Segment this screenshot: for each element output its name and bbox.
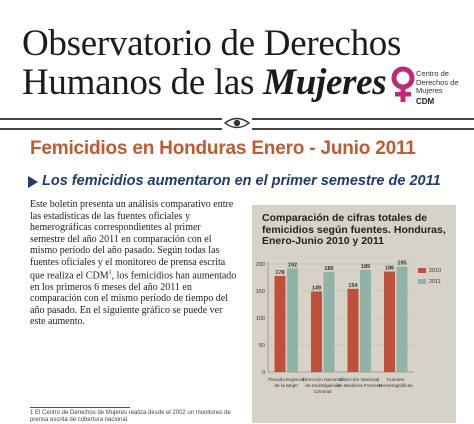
y-tick-label: 200 (255, 262, 265, 268)
data-label: 189 (360, 263, 371, 270)
category-label: Dirección Nacional (339, 378, 380, 383)
y-tick-label: 150 (255, 289, 265, 295)
category-label: Criminal (313, 390, 332, 395)
legend-label: 2010 (429, 268, 442, 274)
category-label: de la Mujer (274, 384, 299, 389)
org-name-line2: Derechos de (416, 77, 459, 87)
body-text-part2: , los femicidios han aumentado en los primeros 6 meses del año 2011 en comparación con el mismo período de tiempo del año pasado. En el siguiente gráfico se puede ver este aumento. (30, 270, 237, 328)
y-tick-label: 100 (255, 316, 265, 322)
body-paragraph (30, 199, 237, 328)
bar-2011 (397, 267, 408, 372)
arrow-right-icon (28, 176, 38, 188)
legend-label: 2011 (429, 279, 441, 285)
legend-swatch-2010 (418, 268, 426, 273)
body-text-part1: Este boletín presenta un análisis comparativo entre las estadísticas de las fuentes oficiales y hemerográficas correspondientes al primer semestre del año 2011 en comparación con el mismo período del año pasado. Según todas las fuentes oficiales y el monitoreo de prensa escrita que realiza el CDM (30, 199, 234, 282)
bar-2010 (275, 276, 286, 372)
data-label: 149 (311, 285, 322, 292)
chart-panel (252, 205, 456, 423)
data-label: 186 (384, 265, 395, 272)
footnote-rule (30, 407, 130, 408)
org-name-line3: Mujeres (416, 86, 443, 95)
bar-2010 (384, 272, 395, 372)
masthead-line1: Observatorio de Derechos (22, 23, 402, 64)
masthead-line2 (22, 63, 386, 103)
bar-2011 (324, 272, 335, 372)
bar-2011 (287, 268, 298, 372)
footnote-marker: 1 (108, 270, 112, 276)
bar-2010 (348, 289, 359, 372)
footnote: 1 El Centro de Derechos de Mujeres realiza desde el 2002 un monitoreo de prensa escrita de cobertura nacional. (30, 410, 231, 423)
masthead-line2-emphasis: Mujeres (263, 62, 387, 103)
y-tick-label: 0 (261, 370, 265, 376)
bar-2010 (311, 292, 322, 372)
chart-title: Comparación de cifras totales de femicidios según fuentes. Honduras, Enero-Junio 2010 y 2011 (262, 212, 446, 247)
category-label: de Medicina Forense (336, 384, 382, 389)
category-label: de Investigación (305, 384, 341, 389)
category-label: Fiscalía Especial (268, 378, 305, 383)
org-abbreviation: CDM (416, 97, 435, 106)
category-label: Fuentes (387, 378, 405, 383)
legend-swatch-2011 (418, 279, 426, 284)
eye-ornament (222, 115, 252, 131)
bar-chart (252, 205, 456, 423)
y-tick-label: 50 (258, 343, 265, 349)
masthead-line2-text: Humanos de las (22, 62, 264, 103)
category-label: Hemerográficas (378, 384, 413, 389)
data-label: 154 (348, 282, 358, 289)
org-name-line1: Centro de (416, 69, 449, 78)
page-subtitle: Los femicidios aumentaron en el primer semestre de 2011 (42, 173, 441, 189)
category-label: Dirección Nacional (302, 378, 343, 383)
page-title: Femicidios en Honduras Enero - Junio 2011 (30, 138, 416, 159)
cdm-logo-icon (390, 66, 416, 106)
eye-icon (222, 115, 252, 131)
bar-2011 (360, 270, 371, 372)
data-label: 192 (287, 262, 298, 269)
data-label: 195 (397, 260, 407, 267)
data-label: 185 (324, 266, 334, 273)
org-name (416, 70, 459, 96)
data-label: 178 (275, 269, 285, 276)
